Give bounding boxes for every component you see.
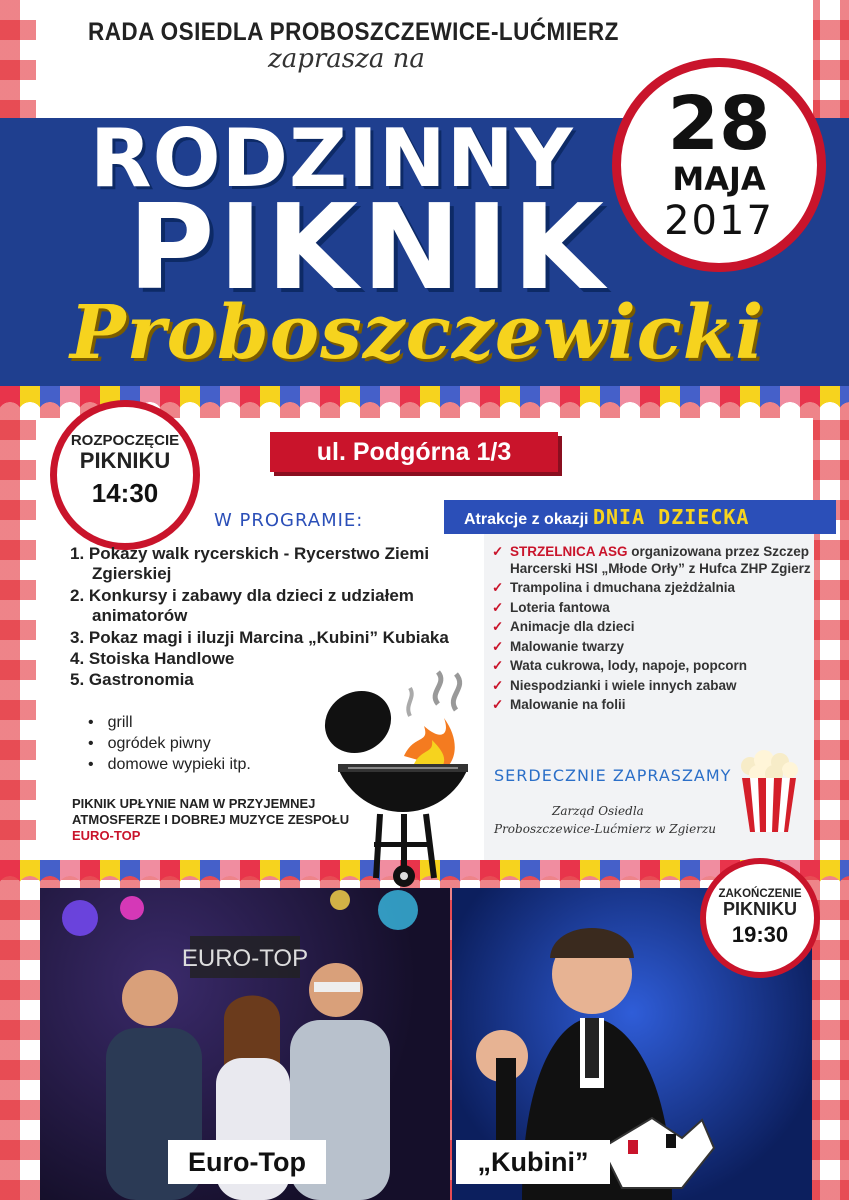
- attraction-item: [492, 619, 812, 636]
- attractions-list: [492, 544, 812, 717]
- grill-icon: [318, 664, 486, 892]
- attractions-heading-prefix: Atrakcje z okazji: [464, 511, 589, 528]
- check-icon: ✓: [492, 638, 504, 654]
- gastronomy-sublist: [88, 712, 251, 775]
- program-item: 2. Konkursy i zabawy dla dzieci z udziałem animatorów: [70, 585, 414, 626]
- organizer-heading: RADA OSIEDLA PROBOSZCZEWICE-LUĆMIERZ: [88, 18, 619, 46]
- attraction-item: [492, 697, 812, 714]
- attractions-heading-highlight: DNIA DZIECKA: [592, 505, 750, 529]
- program-item: 4. Stoiska Handlowe: [70, 648, 235, 668]
- title-line-1: RODZINNY: [90, 112, 574, 205]
- title-line-3: Proboszczewicki: [70, 290, 765, 376]
- attraction-text: Malowanie twarzy: [510, 638, 625, 654]
- end-time-badge: [700, 858, 820, 978]
- attraction-text: Malowanie na folii: [510, 697, 626, 712]
- gastronomy-item: • domowe wypieki itp.: [88, 754, 251, 775]
- attraction-item: [492, 544, 812, 577]
- attraction-item: [492, 678, 812, 695]
- attraction-highlight: STRZELNICA ASG: [510, 544, 628, 559]
- attraction-text: Niespodzianki i wiele innych zabaw: [510, 677, 737, 693]
- gastronomy-item: • ogródek piwny: [88, 733, 251, 754]
- band-name: EURO-TOP: [72, 828, 141, 843]
- check-icon: ✓: [492, 619, 504, 634]
- attraction-text: Animacje dla dzieci: [510, 619, 635, 634]
- start-time: 14:30: [91, 477, 159, 508]
- date-day: 28: [667, 81, 771, 167]
- attraction-text: Wata cukrowa, lody, napoje, popcorn: [510, 658, 748, 673]
- end-time: 19:30: [731, 921, 789, 947]
- address-label: ul. Podgórna 1/3: [270, 432, 558, 472]
- end-label-1: ZAKOŃCZENIE: [718, 888, 802, 900]
- program-item: 3. Pokaz magi i iluzji Marcina „Kubini” Kubiaka: [70, 627, 449, 647]
- end-label-2: PIKNIKU: [722, 899, 797, 920]
- check-icon: ✓: [492, 658, 504, 673]
- attraction-item: [492, 580, 812, 597]
- band-sign-text: EURO-TOP: [181, 945, 309, 972]
- check-icon: ✓: [492, 544, 504, 559]
- check-icon: ✓: [492, 599, 504, 615]
- start-label-2: PIKNIKU: [79, 447, 171, 473]
- check-icon: ✓: [492, 580, 504, 595]
- title-line-2: PIKNIK: [128, 178, 608, 316]
- attraction-text: organizowana przez Szczep Harcerski HSI „Młode Orły” z Hufca ZHP Zgierz: [510, 544, 811, 576]
- start-label-1: ROZPOCZĘCIE: [70, 432, 180, 449]
- popcorn-icon: [736, 748, 802, 834]
- program-heading: W PROGRAMIE:: [214, 510, 364, 531]
- band-caption: Euro-Top: [168, 1140, 326, 1184]
- program-item: 5. Gastronomia: [70, 670, 194, 690]
- attraction-item: [492, 658, 812, 675]
- music-note-text: PIKNIK UPŁYNIE NAM W PRZYJEMNEJ ATMOSFERZE I DOBREJ MUZYCE ZESPOŁU: [72, 796, 350, 827]
- check-icon: ✓: [492, 677, 504, 693]
- start-time-badge: [50, 400, 200, 550]
- date-badge: [612, 58, 826, 272]
- attraction-item: [492, 600, 812, 617]
- check-icon: ✓: [492, 697, 504, 712]
- signature-line-1: Zarząd Osiedla: [552, 804, 644, 818]
- magician-caption: „Kubini”: [456, 1140, 610, 1184]
- date-year: 2017: [664, 198, 774, 244]
- invites-text: zaprasza na: [268, 44, 425, 74]
- signature-line-2: Proboszczewice-Lućmierz w Zgierzu: [494, 822, 716, 836]
- attractions-heading: [444, 500, 836, 534]
- attraction-text: Trampolina i dmuchana zjeżdżalnia: [510, 580, 736, 595]
- gastronomy-item: • grill: [88, 712, 251, 733]
- date-month: MAJA: [672, 160, 766, 198]
- closing-invite: SERDECZNIE ZAPRASZAMY: [494, 766, 732, 785]
- attraction-item: [492, 639, 812, 656]
- program-item: 1. Pokazy walk rycerskich - Rycerstwo Ziemi Zgierskiej: [70, 544, 430, 584]
- attraction-text: Loteria fantowa: [510, 599, 610, 615]
